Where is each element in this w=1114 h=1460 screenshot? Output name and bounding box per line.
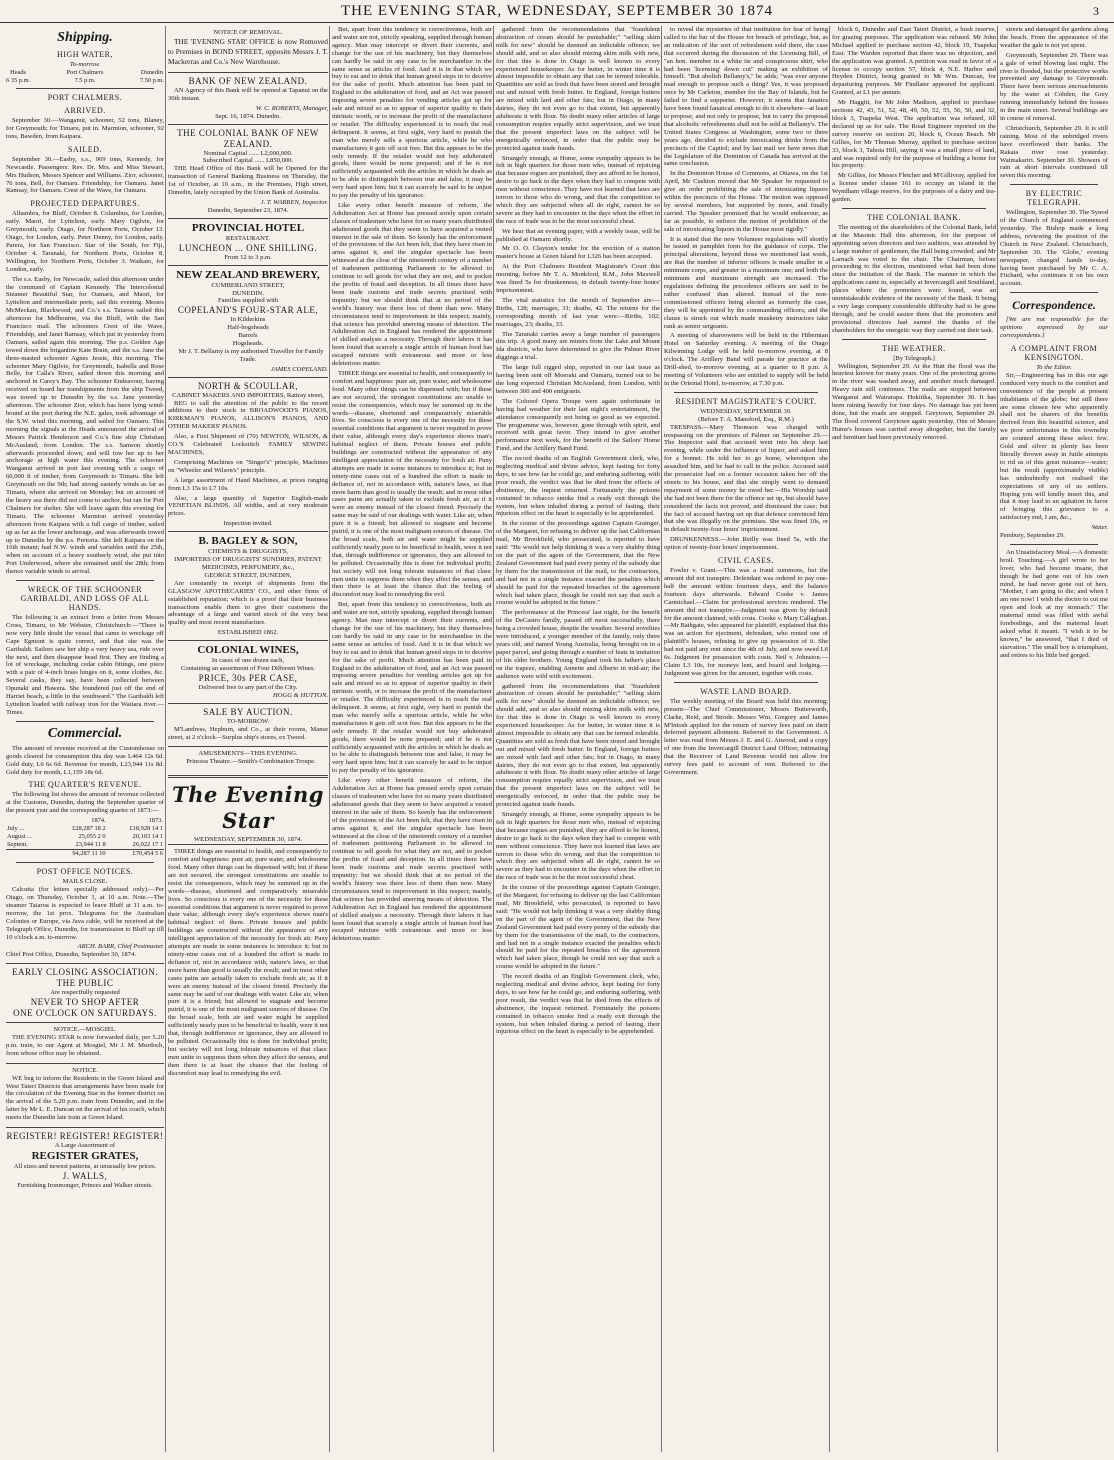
mosgiel-notice: NOTICE.—MOSGIEL. THE EVENING STAR is now forwarded daily, per 5.20 p.m. train, to our Agent at Mosgiel, Mr J. M. Murdoch, from whose office may be obtained. — [6, 1022, 164, 1063]
correspondence-header: Correspondence. — [1012, 298, 1096, 313]
news-paragraph: The Colored Opera Troupe were again unfortunate in having bad weather for their last night's entertainment, the attendance consequently not being so good as we expected. The programme was, however, gone through with spirit, and received with great favor. They intend to give another performance next week, for the benefit of the Sailors' Home Fund, and the Artillery Band Fund. — [496, 397, 660, 453]
column-rule — [329, 26, 330, 1452]
waste-land-text: The weekly meeting of the Board was held this morning; present—The Chief Commissioner, Messrs Butterworth, Clarke, Reid, and Strode. Messrs Wm. Gregory and James M'Intosh applied for the return of survey fees paid on their deferred payment allotment. Referred to the Government. A letter was read from Messrs J. E. and G. Atwood, and a copy of one from the Invercargill District Land Officer, intimating that the Receiver of Land Revenue would not allow for survey fees paid to account of rent. Referred to the Government. — [664, 697, 828, 776]
news-paragraph: The Taranaki carries away a large number of passengers this trip. A good many are miners from the Lake and Mount Ida districts, who have determined to give the Palmer River diggings a trial. — [496, 330, 660, 362]
commercial-text: The amount of revenue received at the Customhouse on goods cleared for consumption this day was L464 12s 6d. Gold duty, L6 6s 6d. Revenue for month, L23,944 11s 8d. Gold duty for month, L1,159 18s 6d. — [6, 744, 164, 776]
editorial-paragraph: Like every other benefit measure of reform, the Adulteration Act at Home has pressed sorely upon certain classes of tradesmen who have for so many years distributed adulterated goods that they seem to have acquired a vested interest in the sale of them. So keenly has the enforcement of the provisions of the Act been felt, that they have risen in arms against it, and the singular spectacle has been witnessed at the close of the nineteenth century of a number of tradesmen petitioning Parliament to be allowed to continue to sell goods for what they are not, and to pocket the profits of fraud and deception. In all times there have been trade customs and trade secrets practised with impunity; but we should think that at no period of the world's history was there less of them than now. Many circumstances tend to improvement in this respect; mainly, that science has provided unerring means of detection. The Adulteration Act in England has rendered the appointment of skilled analysts a necessity. Through their labors it has been found that scarcely a single article of human food has escaped mixture with extraneous and more or less deleterious matter. — [332, 777, 492, 943]
news-paragraph: Mr O. O. Clayton's tender for the erection of a station master's house at Green Island for L326 has been accepted. — [496, 245, 660, 261]
register-grates-ad: REGISTER! REGISTER! REGISTER! A Large Assortment of REGISTER GRATES, All sizes and newest patterns, at unusually low prices. J. WALLS, Furnishing Ironmonger, Princes and Walker streets. — [6, 1127, 164, 1193]
tide-subheading: To-morrow. — [69, 61, 101, 68]
weather-text: Wellington, September 29. At the Hutt the flood was the heaviest known for many years. One of the protecting groins in the river was washed away, and another much damaged. Heavy rain still continues. The mails are stopped between Wanganui and Wairarapa. Hokitika, September 30. It has been raining heavily for four days. No damage has yet been done, but the roads are stopped. Greytown, September 29. The flood covered Greytown again yesterday. One of Messrs Hume's houses was carried away altogether, but the family and furniture had been previously removed. — [832, 362, 996, 441]
tide-entry: Dunedin 7.50 p.m. — [139, 68, 164, 84]
weather-heading: THE WEATHER. — [882, 343, 946, 353]
telegraph-heading: BY ELECTRIC TELEGRAPH. — [1025, 189, 1083, 208]
news-paragraph: Strangely enough, at Home, some sympathy appears to be felt in high quarters for those men who, instead of rejoicing that because rogues are punished, they are afford to be honest, desire to go back to the days when they had to compete with men without conscience. They have not learned that laws are terrors to those who do wrong, and that the competition to which they are subjected when all do right, cannot be so severe as they had to encounter in the days when the effort in the race of trade was to be the most successful cheat. — [496, 811, 660, 882]
news-paragraph: The large full rigged ship, reported in our last issue as having been sent off Moeraki and Oamaru, turned out to be the long expected Christian McAusland, from London, with between 300 and 400 emigrants. — [496, 364, 660, 395]
civil-cases: Fowler v. Grant.—This was a fraud summons, but the amount did not transpire. Defendant was ordered to pay one-half the amount within fourteen days, and the balance fourteen days afterwards. Edward Cooke v. James Carmichael.—Claim for professional services rendered. The amount did not transpire.—Judgment was given by default for the amount claimed, with costs. Cooke v. Mary Callaghan.—Mr Bathgate, who appeared for plaintiff, explained that this was an action for ejectment, defendant, who rented one of plaintiff's houses, refusing to give up possession of it. She had not paid any rent since the 4th of July, and now owed L6 6s. Judgment for possession with costs. Neil v. Johnston.—Claim L3 10s, for moneys lent, and board and lodging.—Judgment was given for the amount, together with costs. — [664, 567, 828, 677]
north-scoullar-ad: NORTH & SCOULLAR, CABINET MAKERS AND IMPORTERS, Rattray street, BEG to call the attention of the public to the recent additions to their stock in BROADWOOD'S PIANOS, KIRKMAN'S PIANOS, ALLISON'S PIANOS, AND OTHER MAKERS' PIANOS. Also, a First Shipment of (70) NEWTON, WILSON, & CO.'S Celebrated Lockstitch FAMILY SEWING MACHINES, Comprising Machines on "Singer's" principle, Machines on "Wheeler and Wilson's" principle. A large assortment of Hand Machines, at prices ranging from L3 15s to L7 10s. Also, a large quantity of Superior English-made VENETIAN BLINDS, All widths, and at very moderate prices. Inspection invited. — [168, 377, 328, 532]
news-paragraph: Mr Haggitt, for Mr John Madison, applied to purchase sections 42, 43, 51, 52, 48, 49, 50, 52, 55, 56, 50, and 32, block 3, Tuapeka West. The application was refused, till declared up as for sale. The Road Engineer reported on the survey reserve on section 20, block 6, Ocean Beach. Mr Gillies, for Mr Thomas Murray, applied to purchase section 33, block 3, Tahoia Hill, saying it was a small piece of land, and was required only for the purpose of building a home for his property. — [832, 99, 996, 170]
wreck-heading: WRECK OF THE SCHOONER GARIBALDI, AND LOSS OF ALL HANDS. — [20, 585, 150, 613]
column-bank-weather — [832, 26, 996, 1452]
provincial-hotel-ad: PROVINCIAL HOTEL RESTAURANT. LUNCHEON ... ONE SHILLING. From 12 to 3 p.m. — [168, 218, 328, 265]
removal-notice: NOTICE OF REMOVAL. THE 'EVENING STAR' OFFICE is now Removed to Premises in BOND STREET, opposite Messrs J. T. Mackerras and Co.'s New Warehouse. — [168, 29, 328, 66]
notice-ad: NOTICE. WE beg to inform the Residents in the Green Island and West Taieri Districts that arrangements have been made for the circulation of the Evening Star in the former district on the arrival of the 5.20 p.m. train from Dunedin, and in the latter by Mr L. E. Duncan on the arrival of his coach, which meets the Dunedin late train at Green Island. — [6, 1063, 164, 1127]
column-shipping — [6, 26, 164, 1452]
news-paragraph: Christchurch, September 29. It is still raining. Most of the unbridged rivers have overflowed their banks. The Rakaia river rose yesterday. Waimakariri. September 30. Showers of rain at short intervals continued till seven this morning. — [1000, 124, 1108, 180]
newspaper-logo: The Evening Star — [172, 782, 324, 834]
quarter-intro: The following list shows the amount of revenue collected at the Customs, Dunedin, during the September quarter of the present year and the corresponding quarter of 1873:— — [6, 791, 164, 815]
column-rule — [165, 26, 166, 1452]
arrived-heading: ARRIVED. — [64, 106, 106, 116]
table-row: July ... £28,287 18 2 £18,928 14 1 — [7, 825, 163, 833]
waste-land-heading: WASTE LAND BOARD. — [700, 686, 792, 696]
news-paragraph: An Unsatisfactory Meal.—A domestic broil. Touching.—A girl wrote to her lover, who had become insane, that though he had gone out of his own mind, he had never gone out of hers. "Mother, I am going to die; and when I am one now! I wish the doctor to cut me open and look at my stomach." The maternal mind was filled with awful forebodings, and the maternal heart asked what it meant. "I wish it to be known," he answered, "that I died of starvation." The small boy is triumphant, and retires to his little bed gorged. — [1000, 548, 1108, 659]
editorial-paragraph: THREE things are essential to health, and consequently to comfort and happiness: pure air, pure water, and wholesome food. Many other things can be dispensed with; but if these are not secured, the strongest constitutions are unable to resist the consequences, which may be summed up in the words—disease, shortened and comparatively miserable lives. So conscious is every one of the necessity for these essential conditions that argument is never required to prove their value, although every day's experience shows man's habitual neglect of them. Private houses and public buildings are constructed without the appearance of any intelligent appreciation of the necessity for fresh air. Puny attempts are made in some instances to introduce it; but in ninety-nine cases out of a hundred the effort is made in defiance of, not in accordance with, nature's laws, so that more harm than good is usually the result; and in most other cases pains are actually taken to exclude fresh air, as if it were an enemy instead of the closest friend. Precisely the same may be said of our dealings with water. Like air, when pure it is a friend; but allowed to stagnate and become putrid, it is one of the most malignant sources of disease. On the broad scale, both air and water might be supplied sufficiently nearly pure to be beneficial to health, were it not that, through indifference or ignorance, they are allowed to be polluted. Occasionally this is done for individual profit; but society will not long tolerate nuisances of that class: men unite to suppress them when they affect the senses, and then there is at least the chance that the feeling of discomfort may lead to remedying the evil. — [332, 369, 492, 599]
revenue-table — [6, 817, 164, 858]
postoffice-text: Calcutta (for letters specially addressed only).—Per Otago, on Thursday, October 1, at 10 a.m. Note.—The steamer Taiaroa is expected to leave Bluff at 11 a.m. to-morrow, the 1st prox. Telegrams for the Australian Colonies or Europe, via Java cable, will be received at the Telegraph Office, Dunedin, for transmission to Bluff up till 10 o'clock a.m. to-morrow. — [6, 886, 164, 941]
court-date: WEDNESDAY, SEPTEMBER 30. — [700, 407, 792, 415]
editorial-paragraph: Like every other benefit measure of reform, the Adulteration Act at Home has pressed sorely upon certain classes of tradesmen who have for so many years distributed adulterated goods that they seem to have acquired a vested interest in the sale of them. So keenly has the enforcement of the provisions of the Act been felt, that they have risen in arms against it, and the singular spectacle has been witnessed at the close of the nineteenth century of a number of tradesmen petitioning Parliament to be allowed to continue to sell goods for what they are not, and to pocket the profits of fraud and deception. In all times there have been trade customs and trade secrets practised with impunity; but we should think that at no period of the world's history was there less of them than now. Many circumstances tend to improvement in this respect; mainly, that science has provided unerring means of detection. The Adulteration Act in England has rendered the appointment of skilled analysts a necessity. Through their labors it has been found that scarcely a single article of human food has escaped mixture with extraneous and more or less deleterious matter. — [332, 201, 492, 368]
arrived-text: September 30.—Wanganui, schooner, 52 tons, Blaney, for Greymouth; for Timaru, put in. Marmion, schooner, 92 tons, Bawden, from Kaipara. — [6, 117, 164, 140]
masthead — [0, 0, 1114, 23]
shipping-news: The s.s. Easby, for Newcastle, sailed this afternoon under the command of Captain Kennedy. The Intercolonial Steamer Beautiful Star, for Oamaru, and Maori, for Lyttelton and intermediate ports, sail this evening. Messrs McMeckan, Blackwood, and Co.'s s.s. Taiaroa sailed this afternoon for Melbourne, via the Bluff, with the San Francisco mail. The schooners Crest of the Wave, Friendship, and Janet Ramsay, which put in yesterday from Oamaru, sailed again this morning. The p.s. Golden Age towed down the brigantine Kate Brain, and the s.s. Jane the three-masted schooner Agnes Jessie, this morning. The schooner Mary Ogilvie, for Greymouth, Isabella and Rose Belle, for Calla's River, sailed down this morning and anchored in Carey's Bay. The schooner Endeavour, having received on board her transhipments from the ship Tweed, was towed up to Dunedin by the s.s. Jane yesterday afternoon. The schooner Zior, which has been lying wind-bound at the port during the N.E. gales, took advantage of the S.W. wind this morning, and sailed for Oamaru. This morning the signals at the Heads announced the arrival of Messrs Patrick Henderson and Co.'s fine ship Christian McAusland, from London. The s.s. Samson shortly afterwards proceeded down, and will tow her up to her anchorage at high water this evening. The schooner Wanganui arrived in port last evening with a cargo of 60,000 ft of timber, from Greymouth to Timaru. She left Greymouth on the 9th; had strong easterly winds as far as Timaru, where she arrived on Monday; but on account of the heavy sea there did not come to anchor, but ran for Port Chalmers for shelter. She will leave again this evening for Timaru. The schooner Marmion arrived yesterday afternoon from Kaipara with a full cargo of timber, sailed up as far as the lower anchorage, and was afterwards towed up to Dunedin by the p.s. Pretoria. She left Kaipara on the 16th instant; had N.W. winds and variables until the 25th, when on account of a heavy southerly wind, she put into Port Underwood, where she remained until the 28th; from thence variable winds to arrival. — [6, 275, 164, 576]
complaint-heading: A COMPLAINT FROM KENSINGTON. — [1010, 344, 1098, 362]
letter-text: Sir,—Engineering has in this our age conduced very much to the comfort and convenience of the people at present inhabitants of the globe; but still there are some chosen few who apparently shall not be sharers of the benefits derived from this beautiful science, and we poor unfortunates in this township are counted among these select few. Gold and silver in plenty has been literally thrown away in futile attempts to rid us of this great nuisance—water; but the result (approximately visible) has undoubtedly not realised the expectations of any of us settlers. Hoping you will kindly insert this, and that it may lead to an agitation in favor of bringing this grievance to a satisfactory end, I am, &c., — [1000, 371, 1108, 522]
column-rule — [997, 26, 998, 1452]
news-paragraph: It is stated that the new Volunteer regulations will shortly be issued in pamphlet form for the guidance of corps. The principal alterations, beyond those we mentioned last week, are that the number of inferior officers is made smaller in a minimum corps, and greater in a maximum one; and both the minimum and maximum strength are increased. The regulations defining the precedence officers are said to be rather confused than altered. Instead of the non-commissioned officers being elected as formerly the case, they will be appointed by the commanding officers; and the clause is struck out which made musketry instructors take rank as senior sergeants. — [664, 235, 828, 330]
news-paragraph: gathered from the recommendations that "fraudulent abstraction of cream should be punishable;" "selling skim milk for new" should be deemed an indictable offence; we should add, and so also should mixing skim milk with new, for that this is done in Otago is well known to every experienced housekeeper. As for butter, in winter time it is almost impossible to obtain any that can be termed tolerable. Quantities are sold as fresh that have been stored and brought out and mixed with fresh butter. In England, foreign butters are mixed with lard and other fats; but in Otago, in many dairies, they do not even go to that extent, but apparently adulterate it with flour. No doubt many other articles of large consumption require equally strict supervision, and we trust that the present imperfect laws on the subject will be energetically enforced, in order that the public may be protected against trade frauds. — [496, 682, 660, 809]
news-paragraph: Greymouth, September 29. There was a gale of wind blowing last night. The river is flooded, but the protective works prevented any damage to Greymouth. There have been serious encroachments by the water at Cobden, the Grey running immediately behind the houses in the main street. Several buildings are in course of removal. — [1000, 51, 1108, 122]
letter-signature: Water. — [1091, 524, 1108, 532]
auction-ad: SALE BY AUCTION. TO-MORROW. M'Landress, Hepburn, and Co., at their rooms, Manse street, at 2 o'clock—Surplus ship's stores, ex Tweed. — [168, 703, 328, 747]
news-paragraph: The performance at the Princess' last night, for the benefit of the DeCastro family, passed off most successfully, there being a crowded house, despite the weather. Several novelties were introduced, a younger member of the family, only three years old, and named Young Australia, being brought on in a paper parcel, and going through a number of feats in imitation of his elder brothers. Young England took his father's place on the trapeze, enabling Annette and Alberto in mid-air; the audience were wild with excitement. — [496, 609, 660, 680]
editorial-paragraph: But, apart from this tendency to correctiveness, both air and water are not, strictly speaking, supplied through human agency. Man may intercept or divert their currents, and change for the use of his machinery, but they themselves can hardly be said in any case to be merchandise in the same sense as articles of food. And it is in that which we buy to eat and to drink that human greed steps in to deceive for the sake of profit. Much attention has been paid in England to the adulteration of food, and an Act was passed imposing severe penalties for vending articles got up for sale and mixed so as to appear of superior quality to their intrinsic worth, or to increase the profit of the manufacturer or retailer. The difficulty experienced is to reach the real delinquent. It seems, at first sight, very hard to punish the man who merely sells a spurious article, while he who manufactures it gets off scot free. But this appears to be the only remedy. If the retailer would not buy adulterated goods, there would be none prepared; and if he is not sufficiently acquainted with the articles in which he deals as to be able to distinguish between true and false, it may be very hard upon him; but it can scarcely be said to be unjust to pay the penalty of his ignorance. — [332, 26, 492, 200]
tide-entry: Port Chalmers 7.5 p.m. — [66, 68, 104, 84]
masthead-title: THE EVENING STAR, WEDNESDAY, SEPTEMBER 30 1874 — [340, 3, 774, 19]
news-paragraph: We hear that an evening paper, with a weekly issue, will be published at Oamaru shortly. — [496, 227, 660, 243]
news-paragraph: Strangely enough, at Home, some sympathy appears to be felt in high quarters for those men who, instead of rejoicing that because rogues are punished, they are afford to be honest, desire to go back to the days when they had to compete with men without conscience. They have not learned that laws are terrors to those who do wrong, and that the competition to which they are subjected when all do right, cannot be so severe as they had to encounter in the days when the effort in the race of trade was to be the most successful cheat. — [496, 154, 660, 225]
news-paragraph: In the course of the proceedings against Captain Grainger, of the Margaret, for refusing to deliver up the last Californian mail, Mr Brookfield, who prosecuted, is reported to have said: "He would not help thinking it was a very shabby thing on the part of the agent of the Government, that the New Zealand Government had paid every penny of the subsidy due by them for the transmission of the mail, to the contractors, and had not in a single instance exacted the penalties which should be paid for the repeated breaches of the agreement which had taken place, though he could not say that such a course would be adopted in the future." — [496, 884, 660, 971]
news-paragraph: In the Dominion House of Commons, at Ottawa, on the 1st April, Mr Cushion moved that Mr Speaker be requested to give an order prohibiting the sale of intoxicating liquors within the precincts of the House. The motion was opposed by several members, but supported by more, and finally carried. The Speaker promised that he would endeavour, as far as possible, to enforce the motion of prohibition of the sale of intoxicating liquors in the House most rigidly." — [664, 170, 828, 233]
projected-text: Alhambra, for Bluff, October 8. Columbus, for London, early. Maori, for Lyttelton, early. Mary Ogilvie, for Greymouth, early. Otago, for Northern Ports, October 13. Otago, for London, early. Peter Denny, for London, early. Parera, for San Francisco. Star of the South, for Fiji, October 4. Taranaki, for Northern Ports, October 8. Wellington, for Northern Ports, October 3. Waikato, for London, early. — [6, 210, 164, 273]
tide-table — [6, 69, 164, 84]
news-paragraph: The vital statistics for the month of September are:—Births, 128; marriages, 31; deaths, 42. The returns for the corresponding month of last year were:—Births, 102; marriages, 23; deaths, 33. — [496, 296, 660, 328]
correspondence-note: [We are not responsible for the opinions expressed by our correspondents.] — [1000, 316, 1108, 340]
amusements-ad: AMUSEMENTS—THIS EVENING. Princess Theatre.—Smith's Combination Troupe. — [168, 746, 328, 771]
quarter-heading: THE QUARTER'S REVENUE. — [28, 780, 142, 790]
news-paragraph: The record deaths of an English Government clerk, who, neglecting medical and divine advice, kept fasting for forty days, to see how far he could go, and enduring suffering, with poor result, the verdict was that he died from the effects of abstinence, the inquest returned. Fortunately the poisons contained in tobacco smoke find a ready exit through the system, but when inhaled during a period of fasting, their injurious effect on the heart is especially to be apprehended. — [496, 455, 660, 518]
table-row: 1874. 1873. — [91, 817, 163, 825]
table-row: Septem. 23,944 11 8 26,022 17 1 — [7, 841, 163, 849]
colonial-bank-text: The meeting of the shareholders of the Colonial Bank, held at the Masonic Hall this afternoon, for the purpose of appointing seven directors and two auditors, was attended by a large number of gentlemen, the Hall being crowded; and Mr Larnach was voted to the chair. The Chairman, before proceeding to the election, mentioned what had been done since the initiation of the Bank. The manner in which the applications came in, especially at Invercargill and Southland, places where the promoters were found, was an unmistakeable evidence of the necessity of the Bank. It being a very large company considerable difficulty had to be gone through, and he could assure them that the promoters and provisional directors had earned the thanks of the shareholders for the energetic way they carried out their task. — [832, 223, 996, 334]
commercial-header: Commercial. — [47, 725, 123, 741]
column-rule — [661, 26, 662, 1452]
news-paragraph: to reveal the mysteries of that institution for fear of being called to the bar of the House for breach of privilege, but, as an indication of the sort of refreshment sold there, the case that occurred during the discussion of the Licensing Bill, of "an hon. member in a white tie and conspicuous shirt, who had been 'licensing' down cut" making an exhibition of himself. "But abolish Bellamy's," he adds; "was ever anyone mad enough to propose such a thing? Yes, it was proposed once by Mr Carleton, member for the Bay of Islands, but he failed to find a supporter. However, it seems that fanatics have been found fanatical enough to do it elsewhere—at least to propose, and not only to propose, but to carry the proposal that alcoholic refreshments shall not be sold at Bellamy's. The United States Congress at Washington, some two or three years ago, decided to exclude intoxicating drinks from the precincts of the Capitol; and by last mail we have news that the Legislature of the Dominion of Canada has arrived at the same conclusion. — [664, 26, 828, 168]
page-number: 3 — [1093, 4, 1100, 18]
bnz-ad: BANK OF NEW ZEALAND. AN Agency of this Bank will be opened at Tapanui on the 30th instant. W. C. ROBERTS, Manager, Sept. 16, 1874. Dunedin. — [168, 72, 328, 124]
civil-heading: CIVIL CASES. — [718, 556, 774, 566]
letter-salutation: To the Editor. — [1036, 364, 1072, 371]
column-news — [496, 26, 660, 1452]
column-rule — [829, 26, 830, 1452]
early-closing-ad: EARLY CLOSING ASSOCIATION. THE PUBLIC Are respectfully requested NEVER TO SHOP AFTER ONE O'CLOCK ON SATURDAYS. — [6, 963, 164, 1022]
column-advertisements — [168, 26, 328, 1452]
brewery-ad: NEW ZEALAND BREWERY, CUMBERLAND STREET, DUNEDIN. Families supplied with COPELAND'S FOUR-STAR ALE, In Kilderkins Half-hogsheads Barrels Hogsheads. Mr J. T. Bellamy is my authorised Traveller for Family Trade. JAMES COPELAND. — [168, 265, 328, 377]
colonial-bank-heading: THE COLONIAL BANK. — [867, 212, 961, 222]
projected-heading: PROJECTED DEPARTURES. — [30, 199, 140, 209]
news-paragraph: The record deaths of an English Government clerk, who, neglecting medical and divine advice, kept fasting for forty days, to see how far he could go, and enduring suffering, with poor result, the verdict was that he died from the effects of abstinence, the inquest returned. Fortunately the poisons contained in tobacco smoke find a ready exit through the system, but when inhaled during a period of fasting, their injurious effect on the heart is especially to be apprehended. — [496, 973, 660, 1036]
editorial-paragraph: But, apart from this tendency to correctiveness, both air and water are not, strictly speaking, supplied through human agency. Man may intercept or divert their currents, and change for the use of his machinery, but they themselves can hardly be said in any case to be merchandise in the same sense as articles of food. And it is in that which we buy to eat and to drink that human greed steps in to deceive for the sake of profit. Much attention has been paid in England to the adulteration of food, and an Act was passed imposing severe penalties for vending articles got up for sale and mixed so as to appear of superior quality to their intrinsic worth, or to increase the profit of the manufacturer or retailer. The difficulty experienced is to reach the real delinquent. It seems, at first sight, very hard to punish the man who merely sells a spurious article, while he who manufactures it gets off scot free. But this appears to be the only remedy. If the retailer would not buy adulterated goods, there would be none prepared; and if he is not sufficiently acquainted with the articles in which he deals as to be able to distinguish between true and false, it may be very hard upon him; but it can scarcely be said to be unjust to pay the penalty of his ignorance. — [332, 601, 492, 775]
column-court — [664, 26, 828, 1452]
column-editorial — [332, 26, 492, 1452]
court-heading: RESIDENT MAGISTRATE'S COURT. — [675, 396, 817, 406]
news-paragraph: Mr Gillies, for Messrs Fletcher and M'Gillivray, applied for a license under clause 161 to occupy an island in the Wyndham village reserve, for the purposes of a dairy and tea-garden. — [832, 172, 996, 204]
news-paragraph: block 6, Dunedin and East Taieri District, a bush reserve, for grazing purposes. The application was refused. Mr John Michael applied to purchase section 42, block 19, Tuapeka East. The Warden reported that there was no objection, and the application was granted. A petition was read in favor of a license to occupy section 57, block 4, N.E. Harbor and Heyden District, being granted to Mr Wm. Duncan, for depasturing purposes. Mr Findlater appeared for applicant. Granted, at L1 per annum. — [832, 26, 996, 97]
sailed-heading: SAILED. — [68, 144, 102, 154]
wreck-text: The following is an extract from a letter from Messrs Cross, Timaru, to Mr Webster, Christchurch:—"There is now very little doubt the vessel that came to wreckage off Cape Egmont is quite correct, and that she was the Garibaldi. Sailors saw her ship a very heavy sea, ride over the next, and then disappear head first. They are finding a lot of wreckage, including cedar cabin fittings, one piece with a pair of 4-inch brass hinges on it, some clothes, &c. Several casks, they say, have been collected between Opunaki and Hawera. She foundered just off the end of Harriet beach, a little to the southward." The Garibaldi left Lyttelton loaded with railway iron for the Waitara river.—Times. — [6, 614, 164, 716]
column-telegraph — [1000, 26, 1108, 1452]
mails-close-heading: MAILS CLOSE. — [62, 878, 108, 886]
court-before: (Before T. A. Mansford, Esq., R.M.) — [698, 415, 794, 423]
news-paragraph: A meeting of shareowners will be held in the Hibernian Hotel on Saturday evening. A meeting of the Otago Kilwinning Lodge will be held to-morrow evening, at 8 o'clock. The Artillery Band will parade for practice at the Drill-shed, to-morrow evening, at a quarter to 8 p.m. A meeting of Volunteers who are entitled to supply will be held in the Oriental Hotel, to-morrow, at 7.30 p.m. — [664, 332, 828, 387]
postoffice-date: Chief Post Office, Dunedin, September 30, 1874. — [6, 951, 136, 959]
shipping-header: Shipping. — [57, 30, 113, 45]
weather-subheading: [By Telegraph.] — [893, 354, 935, 362]
tide-entry: Heads 6 35 p.m. — [6, 68, 31, 84]
column-rule — [493, 26, 494, 1452]
table-row: August ... 25,055 2 0 20,103 14 1 — [7, 833, 163, 841]
port-heading: PORT CHALMERS. — [47, 93, 123, 103]
news-paragraph: In the course of the proceedings against Captain Grainger, of the Margaret, for refusing to deliver up the last Californian mail, Mr Brookfield, who prosecuted, is reported to have said: "He would not help thinking it was a very shabby thing on the part of the agent of the Government, that the New Zealand Government had paid every penny of the subsidy due by them for the transmission of the mail, to the contractors, and had not in a single instance exacted the penalties which should be paid for the repeated breaches of the agreement which had taken place, though he could not say that such a course would be adopted in the future." — [496, 520, 660, 607]
postoffice-signature: ARCH. BARR, Chief Postmaster. — [77, 943, 164, 951]
sailed-text: September 30.—Easby, s.s., 969 tons, Kennedy, for Newcastle. Passengers: Rev. Dr. Mrs. and Miss Stewart, Mrs Hudson, Messrs Spencer and Williams. Zior, schooner, 76 tons, Bell, for Oamaru. Friendship, for Oamaru. Janet Ramsay, for Oamaru. Crest of the Wave, for Oamaru. — [6, 155, 164, 195]
bagley-ad: B. BAGLEY & SON, CHEMISTS & DRUGGISTS, IMPORTERS OF DRUGGISTS' SUNDRIES, PATENT MEDICINES, PERFUMERY, &c., GEORGE STREET, DUNEDIN, Are constantly in receipt of shipments from the GLASGOW APOTHECARIES' CO., and other firms of established reputation; which is a proof that their business transactions enable them to give their customers the advantage of a large and varied stock of the very best quality and most recent manufacture. ESTABLISHED 1862. — [168, 531, 328, 640]
court-case: TRESPASS.—Mary Thomson was charged with trespassing on the premises of Palmer on September 29.—The Inspector said that accused went into his shop last evening, while under the influence of liquor, and asked him for a bonnet. He told her to go home, whereupon she assaulted him, and he had to call in the police. Accused said the prosecutor had on a former occasion taken her off the streets to his house, and that she simply went to demand repayment of some money he owed her.—His Worship said she had not been there for the offence set up, but should have considered the facts not proved, and dismissed the case; but the fact of accused having set up that defence convinced him that she was illegally on the premises. She was fined 10s, or in default twenty-four hours' imprisonment. — [664, 423, 828, 534]
news-paragraph: streets and damaged the gardens along the beach. From the appearance of the weather the gale is not yet spent. — [1000, 26, 1108, 49]
table-row: 94,287 11 10 £70,454 5 6 — [6, 850, 164, 859]
editorial-paragraph: THREE things are essential to health, and consequently to comfort and happiness: pure air, pure water, and wholesome food. Many other things can be dispensed with; but if these are not secured, the strongest constitutions are unable to resist the consequences, which may be summed up in the words—disease, shortened and comparatively miserable lives. So conscious is every one of the necessity for these essential conditions that argument is never required to prove their value, although every day's experience shows man's habitual neglect of them. Private houses and public buildings are constructed without the appearance of any intelligent appreciation of the necessity for fresh air. Puny attempts are made in some instances to introduce it; but in ninety-nine cases out of a hundred the effort is made in defiance of, not in accordance with, nature's laws, so that more harm than good is usually the result; and in most other cases pains are actually taken to exclude fresh air, as if it were an enemy instead of the closest friend. Precisely the same may be said of our dealings with water. Like air, when pure it is a friend; but allowed to stagnate and become putrid, it is one of the most malignant sources of disease. On the broad scale, both air and water might be supplied sufficiently nearly pure to be beneficial to health, were it not that, through indifference or ignorance, they are allowed to be polluted. Occasionally this is done for individual profit; but society will not long tolerate nuisances of that class: men unite to suppress them when they affect the senses, and then there is at least the chance that the feeling of discomfort may lead to remedying the evil. — [168, 848, 328, 1077]
news-paragraph: gathered from the recommendations that "fraudulent abstraction of cream should be punishable;" "selling skim milk for new" should be deemed an indictable offence; we should add, and so also should mixing skim milk with new, for that this is done in Otago is well known to every experienced housekeeper. As for butter, in winter time it is almost impossible to obtain any that can be termed tolerable. Quantities are sold as fresh that have been stored and brought out and mixed with fresh butter. In England, foreign butters are mixed with lard and other fats; but in Otago, in many dairies, they do not even go to that extent, but apparently adulterate it with flour. No doubt many other articles of large consumption require equally strict supervision, and we trust that the present imperfect laws on the subject will be energetically enforced, in order that the public may be protected against trade frauds. — [496, 26, 660, 152]
postoffice-heading: POST OFFICE NOTICES. — [36, 867, 134, 877]
editorial-dateline: WEDNESDAY, SEPTEMBER 30, 1874. — [168, 836, 328, 845]
colonial-wines-ad: COLONIAL WINES, In cases of one dozen each, Containing an assortment of Four Different Wines. PRICE, 30s PER CASE, Delivered free to any part of the City. HOGG & HUTTON. — [168, 640, 328, 703]
telegraph-text: Wellington, September 30. The Synod of the Church of England commenced yesterday. The Bishop made a long address, reviewing the position of the Church in New Zealand. Christchurch, September 30. The 'Globe,' evening newspaper, changed hands to-day, having been purchased by Mr C. A. Fitchard, who continues it on his own account. — [1000, 209, 1108, 288]
colonial-bank-ad: THE COLONIAL BANK OF NEW ZEALAND. Nominal Capital ...... L2,000,000. Subscribed Capital ...... L850,000. THE Head Office of this Bank will be Opened for the transaction of General Banking Business on Thursday, the 1st of October, at 10 a.m., in the Premises, High street, Dunedin, lately occupied by the Union Bank of Australia. J. T. WARREN, Inspector. Dunedin, September 23, 1874. — [168, 124, 328, 218]
tide-heading: HIGH WATER, — [56, 50, 113, 59]
letter-date: Pembury, September 29. — [1000, 532, 1065, 540]
news-paragraph: At the Port Chalmers Resident Magistrate's Court this morning, before Mr T. A. Monkford, R.M., John Maxwell was fined 5s for drunkenness, in default twenty-four hours' imprisonment. — [496, 263, 660, 294]
court-case: DRUNKENNESS.—John Reilly was fined 5s, with the option of twenty-four hours' imprisonment. — [664, 536, 828, 552]
